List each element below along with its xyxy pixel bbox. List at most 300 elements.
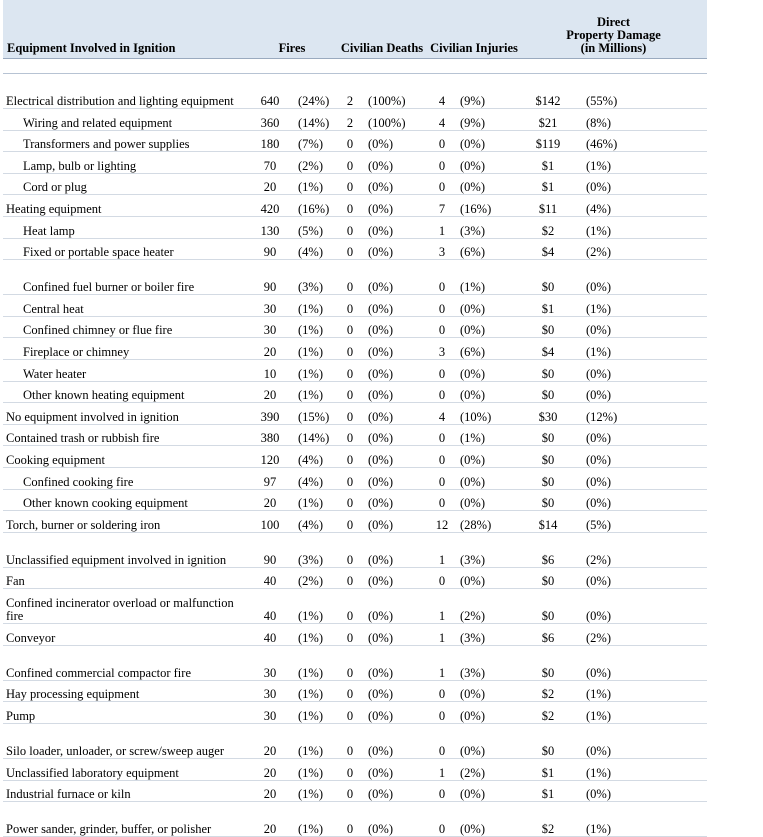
cell-injuries: 1 [428, 532, 456, 567]
cell-label: Electrical distribution and lighting equipment [3, 74, 248, 109]
cell-fires: 640 [248, 74, 292, 109]
cell-damage: $1 [520, 295, 576, 317]
cell-damage: $0 [520, 645, 576, 680]
cell-deaths-pct: (0%) [364, 467, 428, 489]
cell-label: No equipment involved in ignition [3, 403, 248, 425]
cell-damage: $14 [520, 511, 576, 533]
cell-fires: 380 [248, 424, 292, 446]
cell-label: Conveyor [3, 624, 248, 646]
cell-deaths: 0 [336, 780, 364, 802]
cell-fires-pct: (1%) [292, 338, 336, 360]
cell-damage-pct: (0%) [576, 467, 707, 489]
cell-fires-pct: (1%) [292, 359, 336, 381]
cell-deaths-pct: (0%) [364, 316, 428, 338]
cell-injuries-pct: (0%) [456, 702, 520, 724]
cell-injuries: 4 [428, 74, 456, 109]
cell-fires-pct: (1%) [292, 589, 336, 624]
cell-injuries: 0 [428, 702, 456, 724]
cell-label: Water heater [3, 359, 248, 381]
cell-label: Cord or plug [3, 173, 248, 195]
cell-deaths-pct: (0%) [364, 489, 428, 511]
cell-deaths: 0 [336, 467, 364, 489]
table-row [3, 152, 707, 174]
cell-label: Power sander, grinder, buffer, or polisher [3, 802, 248, 837]
cell-injuries-pct: (0%) [456, 802, 520, 837]
cell-fires-pct: (2%) [292, 152, 336, 174]
cell-fires: 100 [248, 511, 292, 533]
cell-fires: 20 [248, 724, 292, 759]
cell-fires: 10 [248, 359, 292, 381]
cell-label: Unclassified equipment involved in ignition [3, 532, 248, 567]
cell-injuries-pct: (0%) [456, 780, 520, 802]
cell-deaths-pct: (0%) [364, 645, 428, 680]
cell-injuries: 1 [428, 216, 456, 238]
table-row [3, 724, 707, 759]
cell-fires-pct: (1%) [292, 624, 336, 646]
table-row [3, 216, 707, 238]
cell-fires: 30 [248, 295, 292, 317]
cell-deaths-pct: (0%) [364, 152, 428, 174]
cell-injuries-pct: (1%) [456, 260, 520, 295]
cell-label: Heat lamp [3, 216, 248, 238]
cell-damage: $142 [520, 74, 576, 109]
cell-damage-pct: (46%) [576, 130, 707, 152]
cell-injuries: 4 [428, 403, 456, 425]
cell-damage-pct: (0%) [576, 645, 707, 680]
cell-injuries: 1 [428, 624, 456, 646]
cell-damage: $1 [520, 173, 576, 195]
cell-deaths-pct: (100%) [364, 109, 428, 131]
cell-fires: 420 [248, 195, 292, 217]
cell-fires-pct: (5%) [292, 216, 336, 238]
cell-damage: $2 [520, 216, 576, 238]
table-row [3, 359, 707, 381]
cell-deaths: 0 [336, 173, 364, 195]
cell-damage-pct: (1%) [576, 680, 707, 702]
cell-label: Industrial furnace or kiln [3, 780, 248, 802]
cell-injuries: 4 [428, 109, 456, 131]
cell-label: Confined incinerator overload or malfunction fire [3, 589, 248, 624]
table-row [3, 109, 707, 131]
cell-fires: 40 [248, 589, 292, 624]
cell-deaths-pct: (100%) [364, 74, 428, 109]
cell-label: Heating equipment [3, 195, 248, 217]
cell-injuries-pct: (0%) [456, 446, 520, 468]
fire-equipment-table [3, 0, 707, 837]
cell-damage: $6 [520, 624, 576, 646]
cell-fires: 90 [248, 238, 292, 260]
table-row [3, 381, 707, 403]
cell-injuries-pct: (0%) [456, 130, 520, 152]
cell-damage-pct: (0%) [576, 489, 707, 511]
cell-injuries: 7 [428, 195, 456, 217]
cell-injuries-pct: (1%) [456, 424, 520, 446]
cell-label: Transformers and power supplies [3, 130, 248, 152]
cell-label: Torch, burner or soldering iron [3, 511, 248, 533]
cell-damage: $30 [520, 403, 576, 425]
cell-damage-pct: (0%) [576, 780, 707, 802]
cell-fires: 30 [248, 702, 292, 724]
cell-damage-pct: (1%) [576, 152, 707, 174]
table-row [3, 780, 707, 802]
cell-damage: $0 [520, 381, 576, 403]
cell-deaths-pct: (0%) [364, 424, 428, 446]
cell-injuries-pct: (0%) [456, 359, 520, 381]
cell-fires: 90 [248, 532, 292, 567]
header-equipment: Equipment Involved in Ignition [3, 0, 248, 59]
cell-deaths: 0 [336, 238, 364, 260]
cell-deaths: 0 [336, 624, 364, 646]
cell-deaths-pct: (0%) [364, 511, 428, 533]
cell-injuries: 1 [428, 759, 456, 781]
cell-injuries: 3 [428, 338, 456, 360]
cell-label: Other known heating equipment [3, 381, 248, 403]
cell-damage: $0 [520, 260, 576, 295]
cell-fires: 20 [248, 489, 292, 511]
cell-deaths-pct: (0%) [364, 338, 428, 360]
cell-injuries: 0 [428, 381, 456, 403]
cell-deaths: 0 [336, 589, 364, 624]
table-row [3, 467, 707, 489]
cell-damage: $0 [520, 724, 576, 759]
cell-damage: $0 [520, 589, 576, 624]
cell-fires-pct: (7%) [292, 130, 336, 152]
cell-fires: 30 [248, 645, 292, 680]
cell-deaths-pct: (0%) [364, 624, 428, 646]
table-row [3, 680, 707, 702]
cell-injuries: 0 [428, 802, 456, 837]
cell-fires: 390 [248, 403, 292, 425]
cell-fires-pct: (2%) [292, 567, 336, 589]
cell-damage-pct: (0%) [576, 173, 707, 195]
cell-damage: $1 [520, 759, 576, 781]
cell-damage: $1 [520, 780, 576, 802]
table-row [3, 195, 707, 217]
table-row [3, 511, 707, 533]
cell-label: Confined fuel burner or boiler fire [3, 260, 248, 295]
cell-deaths: 2 [336, 109, 364, 131]
table-row [3, 238, 707, 260]
cell-deaths-pct: (0%) [364, 780, 428, 802]
cell-fires-pct: (1%) [292, 173, 336, 195]
cell-fires-pct: (3%) [292, 260, 336, 295]
cell-fires-pct: (1%) [292, 489, 336, 511]
cell-injuries: 1 [428, 645, 456, 680]
cell-damage: $2 [520, 802, 576, 837]
cell-fires: 20 [248, 780, 292, 802]
cell-deaths-pct: (0%) [364, 238, 428, 260]
cell-fires: 20 [248, 173, 292, 195]
cell-damage-pct: (0%) [576, 567, 707, 589]
cell-label: Confined commercial compactor fire [3, 645, 248, 680]
cell-injuries: 0 [428, 780, 456, 802]
cell-deaths: 0 [336, 295, 364, 317]
header-damage-line1: Direct [596, 15, 631, 29]
cell-injuries-pct: (6%) [456, 238, 520, 260]
cell-damage-pct: (1%) [576, 295, 707, 317]
cell-deaths: 0 [336, 680, 364, 702]
cell-fires: 40 [248, 624, 292, 646]
cell-deaths: 0 [336, 316, 364, 338]
cell-fires: 180 [248, 130, 292, 152]
cell-damage-pct: (0%) [576, 724, 707, 759]
cell-injuries-pct: (9%) [456, 109, 520, 131]
cell-label: Other known cooking equipment [3, 489, 248, 511]
cell-damage-pct: (2%) [576, 238, 707, 260]
cell-deaths: 0 [336, 359, 364, 381]
cell-fires-pct: (1%) [292, 295, 336, 317]
header-injuries: Civilian Injuries [428, 0, 520, 59]
cell-fires-pct: (15%) [292, 403, 336, 425]
cell-injuries-pct: (0%) [456, 152, 520, 174]
cell-injuries: 0 [428, 295, 456, 317]
cell-damage-pct: (12%) [576, 403, 707, 425]
cell-label: Hay processing equipment [3, 680, 248, 702]
cell-deaths: 0 [336, 645, 364, 680]
cell-injuries-pct: (0%) [456, 489, 520, 511]
cell-damage: $0 [520, 424, 576, 446]
cell-injuries: 1 [428, 589, 456, 624]
cell-label: Confined cooking fire [3, 467, 248, 489]
cell-deaths-pct: (0%) [364, 446, 428, 468]
header-damage [520, 0, 707, 59]
table-row [3, 173, 707, 195]
cell-injuries-pct: (3%) [456, 645, 520, 680]
cell-injuries: 0 [428, 152, 456, 174]
cell-injuries-pct: (3%) [456, 624, 520, 646]
cell-deaths: 0 [336, 403, 364, 425]
cell-fires-pct: (16%) [292, 195, 336, 217]
cell-deaths-pct: (0%) [364, 216, 428, 238]
cell-label: Silo loader, unloader, or screw/sweep auger [3, 724, 248, 759]
table-row [3, 645, 707, 680]
cell-injuries-pct: (10%) [456, 403, 520, 425]
cell-damage: $0 [520, 316, 576, 338]
cell-deaths: 0 [336, 381, 364, 403]
cell-label: Cooking equipment [3, 446, 248, 468]
table-row [3, 260, 707, 295]
cell-fires: 90 [248, 260, 292, 295]
cell-injuries: 0 [428, 567, 456, 589]
cell-deaths: 0 [336, 759, 364, 781]
cell-fires: 130 [248, 216, 292, 238]
cell-label: Fan [3, 567, 248, 589]
table-row [3, 802, 707, 837]
cell-fires: 360 [248, 109, 292, 131]
cell-fires-pct: (1%) [292, 802, 336, 837]
cell-fires: 20 [248, 381, 292, 403]
cell-label: Wiring and related equipment [3, 109, 248, 131]
cell-deaths: 0 [336, 489, 364, 511]
cell-damage-pct: (2%) [576, 532, 707, 567]
table-row [3, 702, 707, 724]
cell-fires-pct: (1%) [292, 759, 336, 781]
cell-fires-pct: (1%) [292, 680, 336, 702]
cell-injuries-pct: (28%) [456, 511, 520, 533]
cell-deaths: 0 [336, 446, 364, 468]
cell-injuries-pct: (3%) [456, 216, 520, 238]
cell-deaths-pct: (0%) [364, 759, 428, 781]
cell-deaths-pct: (0%) [364, 403, 428, 425]
cell-fires-pct: (14%) [292, 424, 336, 446]
cell-deaths: 0 [336, 702, 364, 724]
cell-label: Central heat [3, 295, 248, 317]
cell-fires: 30 [248, 316, 292, 338]
cell-fires-pct: (1%) [292, 316, 336, 338]
cell-fires: 20 [248, 338, 292, 360]
cell-deaths-pct: (0%) [364, 195, 428, 217]
cell-deaths: 0 [336, 130, 364, 152]
header-damage-line3: (in Millions) [580, 41, 647, 55]
cell-injuries-pct: (0%) [456, 467, 520, 489]
table-row [3, 532, 707, 567]
cell-damage-pct: (0%) [576, 316, 707, 338]
cell-injuries: 0 [428, 359, 456, 381]
cell-injuries: 0 [428, 467, 456, 489]
cell-fires-pct: (3%) [292, 532, 336, 567]
cell-damage-pct: (0%) [576, 381, 707, 403]
cell-deaths-pct: (0%) [364, 260, 428, 295]
table-row [3, 424, 707, 446]
cell-damage-pct: (1%) [576, 759, 707, 781]
cell-injuries-pct: (0%) [456, 295, 520, 317]
cell-injuries-pct: (0%) [456, 381, 520, 403]
cell-deaths-pct: (0%) [364, 359, 428, 381]
cell-label: Confined chimney or flue fire [3, 316, 248, 338]
cell-label: Contained trash or rubbish fire [3, 424, 248, 446]
cell-injuries: 3 [428, 238, 456, 260]
cell-deaths-pct: (0%) [364, 802, 428, 837]
cell-damage: $1 [520, 152, 576, 174]
cell-damage-pct: (0%) [576, 446, 707, 468]
cell-deaths: 0 [336, 260, 364, 295]
cell-injuries-pct: (9%) [456, 74, 520, 109]
table-row [3, 316, 707, 338]
cell-label: Fixed or portable space heater [3, 238, 248, 260]
cell-injuries-pct: (2%) [456, 589, 520, 624]
cell-deaths: 0 [336, 216, 364, 238]
cell-deaths-pct: (0%) [364, 680, 428, 702]
cell-damage-pct: (2%) [576, 624, 707, 646]
table-row [3, 403, 707, 425]
cell-injuries: 12 [428, 511, 456, 533]
cell-deaths: 0 [336, 802, 364, 837]
cell-damage: $0 [520, 467, 576, 489]
cell-damage-pct: (0%) [576, 260, 707, 295]
cell-damage-pct: (8%) [576, 109, 707, 131]
cell-damage: $0 [520, 359, 576, 381]
header-spacer [3, 59, 707, 74]
cell-fires: 20 [248, 759, 292, 781]
cell-deaths: 0 [336, 511, 364, 533]
table-row [3, 338, 707, 360]
table-row [3, 295, 707, 317]
cell-deaths: 0 [336, 724, 364, 759]
cell-deaths-pct: (0%) [364, 702, 428, 724]
cell-deaths: 0 [336, 338, 364, 360]
header-damage-line2: Property Damage [566, 28, 661, 42]
cell-injuries-pct: (3%) [456, 532, 520, 567]
cell-fires: 70 [248, 152, 292, 174]
cell-fires-pct: (1%) [292, 645, 336, 680]
cell-damage-pct: (0%) [576, 589, 707, 624]
cell-deaths-pct: (0%) [364, 381, 428, 403]
cell-damage-pct: (1%) [576, 802, 707, 837]
cell-damage: $0 [520, 446, 576, 468]
table-row [3, 624, 707, 646]
cell-deaths-pct: (0%) [364, 532, 428, 567]
cell-fires-pct: (4%) [292, 446, 336, 468]
cell-deaths-pct: (0%) [364, 567, 428, 589]
cell-injuries-pct: (0%) [456, 316, 520, 338]
cell-deaths: 0 [336, 567, 364, 589]
cell-injuries-pct: (0%) [456, 567, 520, 589]
cell-injuries: 0 [428, 130, 456, 152]
cell-injuries: 0 [428, 489, 456, 511]
cell-fires-pct: (1%) [292, 702, 336, 724]
cell-fires: 20 [248, 802, 292, 837]
cell-injuries: 0 [428, 680, 456, 702]
table-row [3, 759, 707, 781]
cell-injuries: 0 [428, 260, 456, 295]
header-deaths: Civilian Deaths [336, 0, 428, 59]
cell-fires: 97 [248, 467, 292, 489]
cell-damage: $0 [520, 567, 576, 589]
cell-fires-pct: (4%) [292, 511, 336, 533]
cell-label: Unclassified laboratory equipment [3, 759, 248, 781]
cell-injuries-pct: (0%) [456, 724, 520, 759]
cell-damage-pct: (55%) [576, 74, 707, 109]
cell-deaths-pct: (0%) [364, 295, 428, 317]
cell-damage-pct: (5%) [576, 511, 707, 533]
cell-damage-pct: (1%) [576, 216, 707, 238]
cell-fires-pct: (4%) [292, 238, 336, 260]
cell-deaths: 0 [336, 532, 364, 567]
cell-injuries: 0 [428, 173, 456, 195]
cell-fires: 30 [248, 680, 292, 702]
table-row [3, 74, 707, 109]
cell-fires: 120 [248, 446, 292, 468]
cell-fires-pct: (1%) [292, 780, 336, 802]
cell-injuries: 0 [428, 424, 456, 446]
table-header-row [3, 0, 707, 59]
cell-damage: $0 [520, 489, 576, 511]
cell-deaths: 2 [336, 74, 364, 109]
cell-injuries: 0 [428, 446, 456, 468]
cell-damage-pct: (0%) [576, 424, 707, 446]
cell-fires: 40 [248, 567, 292, 589]
cell-injuries: 0 [428, 724, 456, 759]
cell-damage-pct: (1%) [576, 338, 707, 360]
cell-damage-pct: (4%) [576, 195, 707, 217]
cell-fires-pct: (14%) [292, 109, 336, 131]
cell-deaths-pct: (0%) [364, 130, 428, 152]
cell-label: Fireplace or chimney [3, 338, 248, 360]
table-row [3, 489, 707, 511]
cell-label: Lamp, bulb or lighting [3, 152, 248, 174]
cell-damage: $119 [520, 130, 576, 152]
cell-damage: $2 [520, 702, 576, 724]
cell-deaths: 0 [336, 195, 364, 217]
cell-fires-pct: (24%) [292, 74, 336, 109]
cell-injuries: 0 [428, 316, 456, 338]
header-fires: Fires [248, 0, 336, 59]
cell-damage-pct: (1%) [576, 702, 707, 724]
cell-deaths: 0 [336, 152, 364, 174]
table-row [3, 567, 707, 589]
cell-damage: $4 [520, 338, 576, 360]
cell-injuries-pct: (0%) [456, 173, 520, 195]
